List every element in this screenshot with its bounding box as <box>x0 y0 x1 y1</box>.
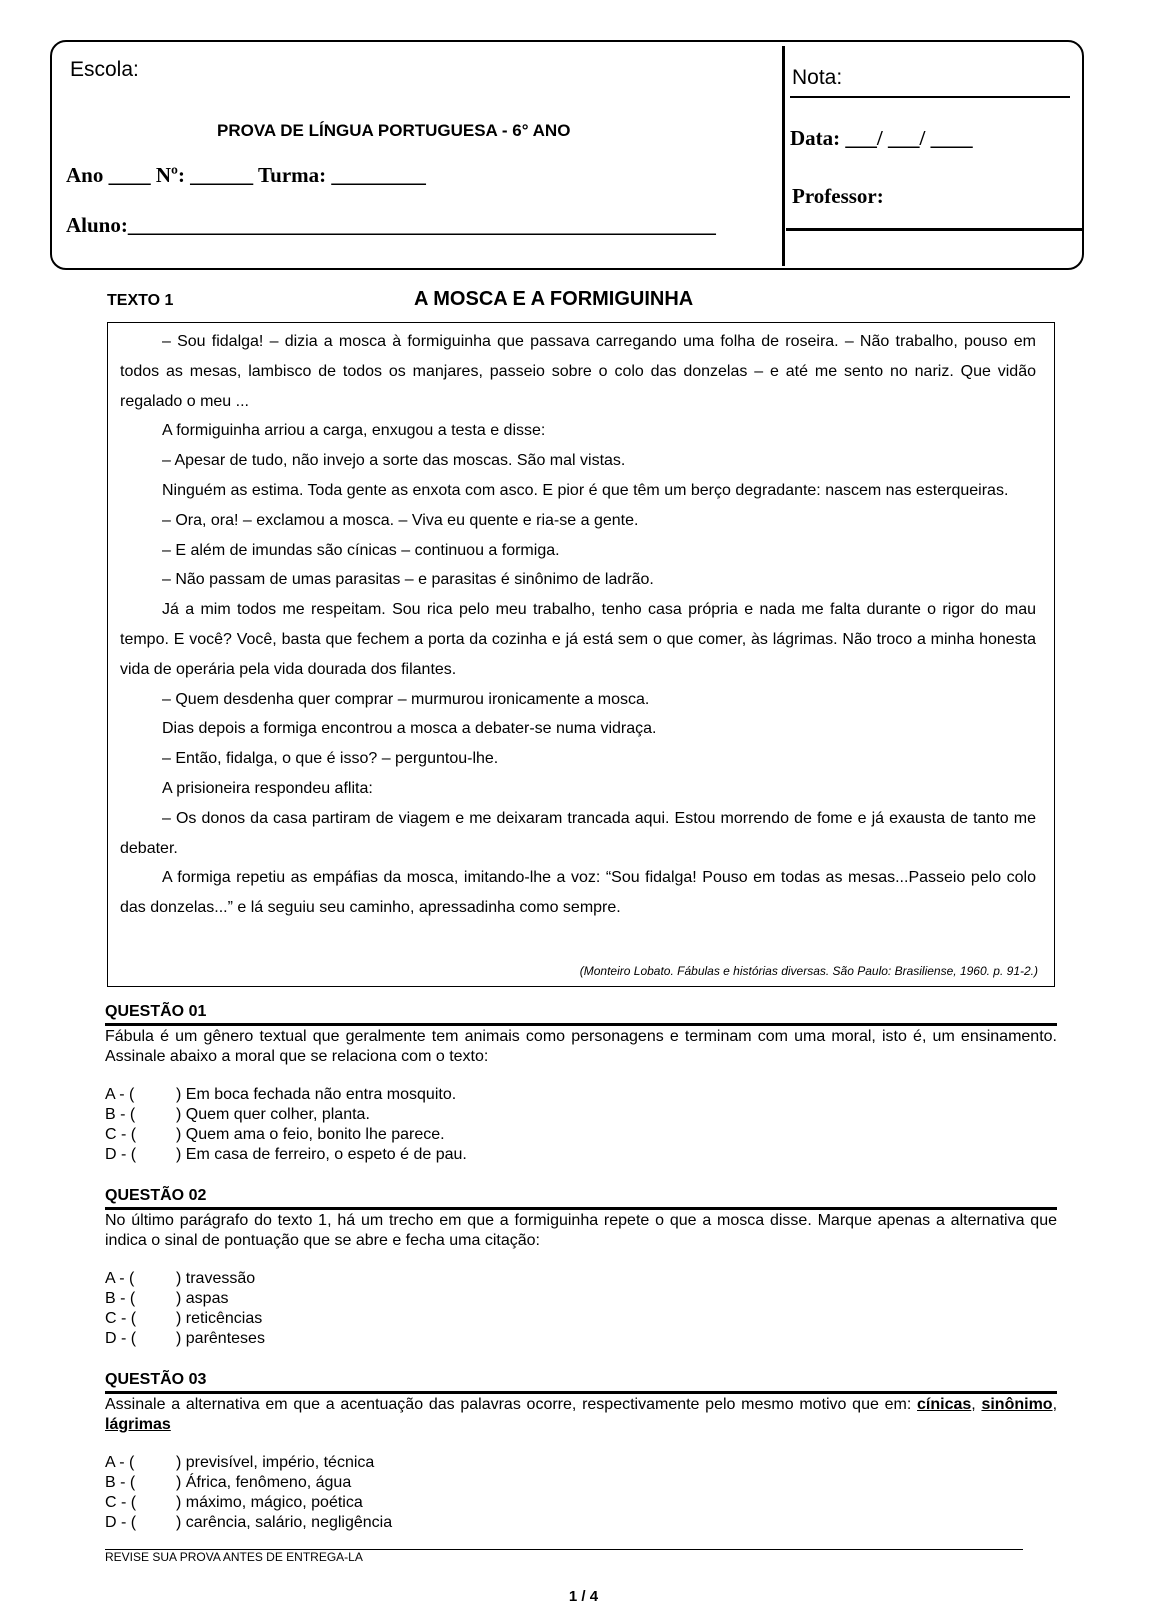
option-text: ) Quem ama o feio, bonito lhe parece. <box>176 1126 445 1143</box>
option-text: ) Em boca fechada não entra mosquito. <box>176 1086 457 1103</box>
story-paragraph: Ninguém as estima. Toda gente as enxota com asco. E pior é que têm um berço degradante: nascem nas esterqueiras. <box>162 481 1009 499</box>
question-text: No último parágrafo do texto 1, há um trecho em que a formiguinha repete o que a mosca disse. Marque apenas a alternativa que indica o sinal de pontuação que se abre e fecha uma citação: <box>105 1212 1057 1249</box>
story-paragraph: – Os donos da casa partiram de viagem e me deixaram trancada aqui. Estou morrendo de fome e já exausta de tanto me debater. <box>120 809 1036 857</box>
data-label: Data: ___/ ___/ ____ <box>790 126 973 150</box>
professor-label: Professor: <box>792 184 884 208</box>
texto-title: A MOSCA E A FORMIGUINHA <box>414 288 694 310</box>
aluno-row: Aluno:________________________________________________________ <box>66 213 716 237</box>
question-title: QUESTÃO 02 <box>105 1187 207 1204</box>
question-03 <box>105 1370 1057 1533</box>
option-d[interactable] <box>105 1329 1057 1349</box>
question-options <box>105 1085 1057 1165</box>
word-separator: , <box>971 1396 982 1413</box>
ano-numero-turma-row: Ano ____ Nº: ______ Turma: _________ <box>66 163 426 187</box>
option-text: ) Quem quer colher, planta. <box>176 1106 370 1123</box>
option-c[interactable] <box>105 1125 1057 1145</box>
option-letter: B - ( <box>105 1474 136 1491</box>
story-paragraph: A formiga repetiu as empáfias da mosca, imitando-lhe a voz: “Sou fidalga! Pouso em todas as mesas...Passeio pelo colo das donzelas...” e lá seguiu seu caminho, apressadinha como sempre. <box>120 869 1036 917</box>
option-b[interactable] <box>105 1105 1057 1125</box>
escola-label: Escola: <box>70 58 139 81</box>
texto-label: TEXTO 1 <box>107 292 174 309</box>
option-letter: B - ( <box>105 1106 136 1123</box>
option-text: ) parênteses <box>176 1330 265 1347</box>
story-paragraph: – Ora, ora! – exclamou a mosca. – Viva eu quente e ria-se a gente. <box>162 511 639 529</box>
option-text: ) previsível, império, técnica <box>176 1454 375 1471</box>
story-paragraph: – Apesar de tudo, não invejo a sorte das moscas. São mal vistas. <box>162 452 626 470</box>
option-a[interactable] <box>105 1085 1057 1105</box>
option-c[interactable] <box>105 1309 1057 1329</box>
option-letter: D - ( <box>105 1330 137 1347</box>
option-text: ) máximo, mágico, poética <box>176 1494 363 1511</box>
story-box <box>107 322 1055 987</box>
question-text <box>105 1395 1057 1435</box>
option-text: ) reticências <box>176 1310 263 1327</box>
highlighted-word: sinônimo <box>981 1396 1053 1413</box>
highlighted-word: cínicas <box>917 1396 972 1413</box>
word-separator: , <box>1052 1396 1058 1413</box>
header-box <box>50 40 1084 270</box>
exam-title: PROVA DE LÍNGUA PORTUGUESA - 6° ANO <box>217 121 571 140</box>
option-letter: A - ( <box>105 1454 135 1471</box>
nota-line <box>790 96 1070 98</box>
question-rule <box>105 1023 1057 1026</box>
option-letter: D - ( <box>105 1514 137 1531</box>
story-paragraph: – Sou fidalga! – dizia a mosca à formiguinha que passava carregando uma folha de roseira. – Não trabalho, pouso em todos as mesas, lambisco de todos os manjares, passeio sobre o colo das donzelas – e até me sento no nariz. Que vidão regalado o meu ... <box>120 333 1036 410</box>
story-paragraph: – Quem desdenha quer comprar – murmurou ironicamente a mosca. <box>162 690 650 708</box>
option-text: ) carência, salário, negligência <box>176 1514 393 1531</box>
nota-label: Nota: <box>792 66 843 89</box>
question-rule <box>105 1391 1057 1394</box>
option-letter: A - ( <box>105 1086 135 1103</box>
question-rule <box>105 1207 1057 1210</box>
question-options <box>105 1453 1057 1533</box>
option-d[interactable] <box>105 1513 1057 1533</box>
story-source: (Monteiro Lobato. Fábulas e histórias diversas. São Paulo: Brasiliense, 1960. p. 91-2.) <box>579 964 1038 978</box>
professor-line <box>786 228 1082 231</box>
revise-note: REVISE SUA PROVA ANTES DE ENTREGA-LA <box>105 1550 363 1564</box>
story-paragraph: Dias depois a formiga encontrou a mosca a debater-se numa vidraça. <box>162 720 657 738</box>
option-letter: B - ( <box>105 1290 136 1307</box>
question-02 <box>105 1186 1057 1349</box>
story-paragraph: – Não passam de umas parasitas – e parasitas é sinônimo de ladrão. <box>162 571 654 589</box>
option-letter: C - ( <box>105 1310 137 1327</box>
option-letter: A - ( <box>105 1270 135 1287</box>
story-paragraph: A prisioneira respondeu aflita: <box>162 779 373 797</box>
option-text: ) travessão <box>176 1270 256 1287</box>
option-text: ) África, fenômeno, água <box>176 1474 352 1491</box>
header-divider <box>782 46 785 266</box>
option-text: ) Em casa de ferreiro, o espeto é de pau. <box>176 1146 467 1163</box>
highlighted-word: lágrimas <box>105 1416 171 1433</box>
option-text: ) aspas <box>176 1290 229 1307</box>
question-title: QUESTÃO 03 <box>105 1371 207 1388</box>
story-paragraph: – Então, fidalga, o que é isso? – perguntou-lhe. <box>162 750 499 768</box>
option-b[interactable] <box>105 1289 1057 1309</box>
page-number: 1 / 4 <box>568 1588 599 1605</box>
question-text: Fábula é um gênero textual que geralmente tem animais como personagens e terminam com uma moral, isto é, um ensinamento. Assinale abaixo a moral que se relaciona com o texto: <box>105 1028 1057 1065</box>
option-letter: C - ( <box>105 1126 137 1143</box>
question-01 <box>105 1002 1057 1165</box>
option-letter: D - ( <box>105 1146 137 1163</box>
story-paragraph: A formiguinha arriou a carga, enxugou a testa e disse: <box>162 422 546 440</box>
question-title: QUESTÃO 01 <box>105 1003 207 1020</box>
option-d[interactable] <box>105 1145 1057 1165</box>
option-b[interactable] <box>105 1473 1057 1493</box>
option-a[interactable] <box>105 1453 1057 1473</box>
question-options <box>105 1269 1057 1349</box>
question-text-prefix: Assinale a alternativa em que a acentuação das palavras ocorre, respectivamente pelo mesmo motivo que em: <box>105 1396 918 1413</box>
option-c[interactable] <box>105 1493 1057 1513</box>
story-paragraph: – E além de imundas são cínicas – continuou a formiga. <box>162 541 560 559</box>
option-letter: C - ( <box>105 1494 137 1511</box>
story-paragraph: Já a mim todos me respeitam. Sou rica pelo meu trabalho, tenho casa própria e nada me falta durante o rigor do mau tempo. E você? Você, basta que fechem a porta da cozinha e já está sem o que comer, às lágrimas. Não troco a minha honesta vida de operária pela vida dourada dos filantes. <box>120 601 1036 678</box>
option-a[interactable] <box>105 1269 1057 1289</box>
